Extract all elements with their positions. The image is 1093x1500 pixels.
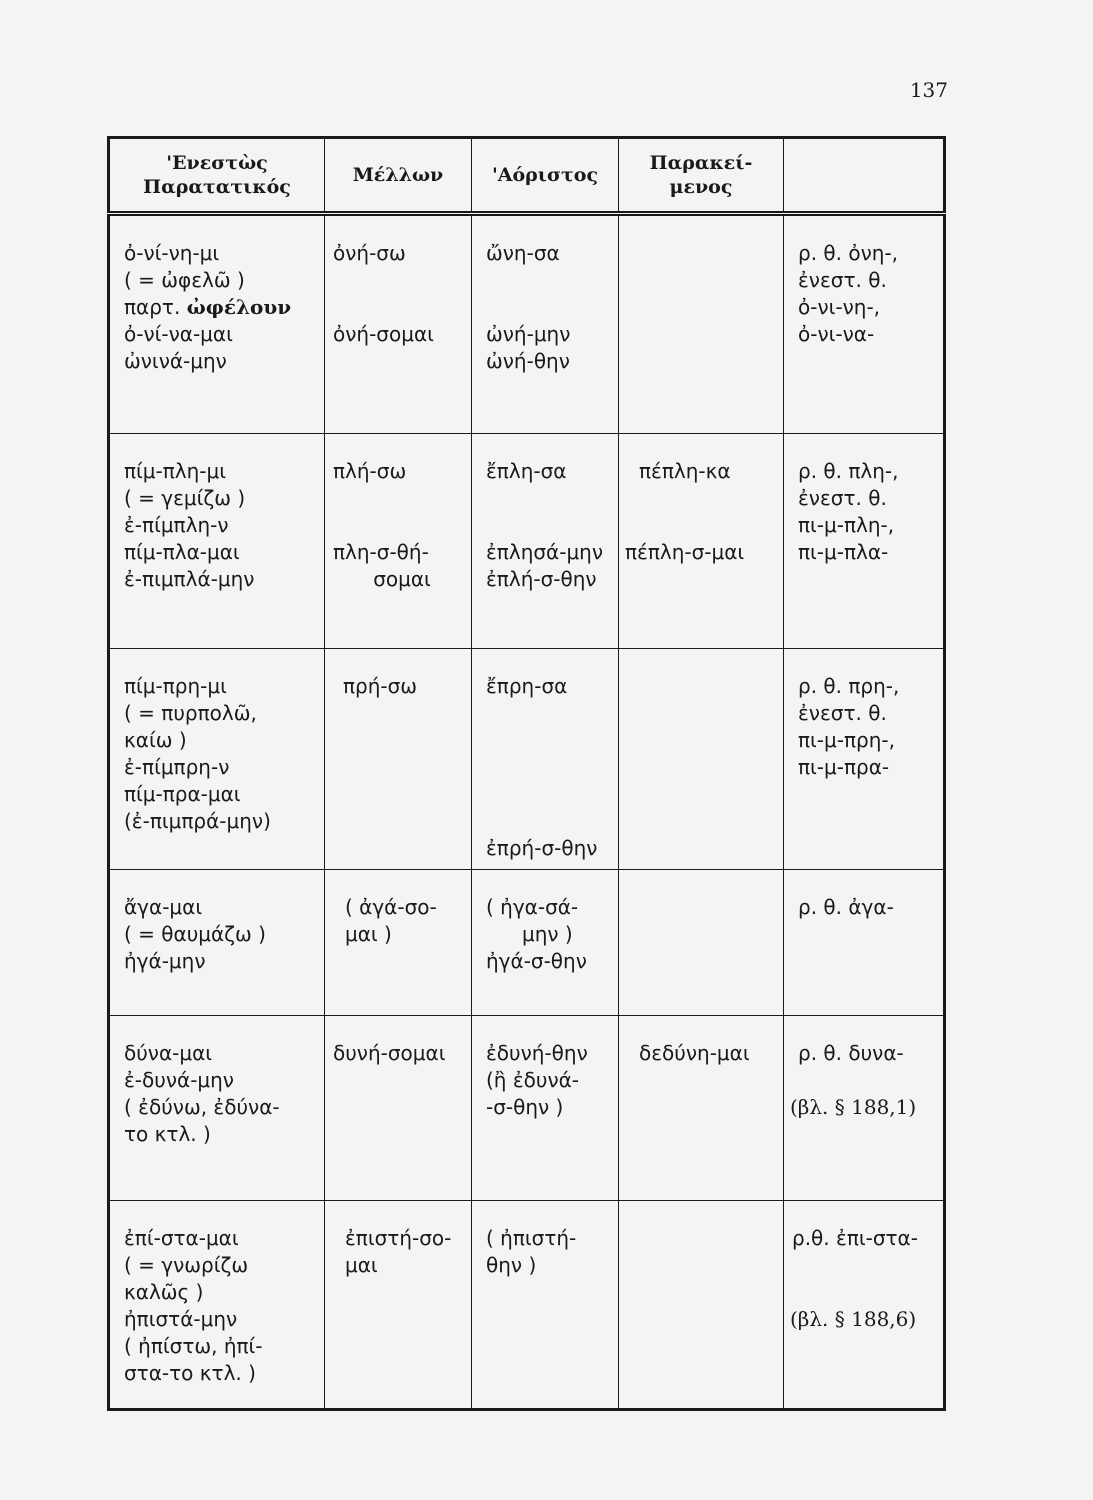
form-line: θην ) bbox=[486, 1253, 537, 1277]
form-line: καίω ) bbox=[124, 728, 187, 752]
form-line: ἐπιστή-σο- bbox=[345, 1226, 452, 1250]
notes-cell bbox=[784, 649, 945, 870]
note-line: ἐνεστ. θ. bbox=[798, 268, 887, 292]
form-line: καλῶς ) bbox=[124, 1280, 204, 1304]
aorist-forms-cell bbox=[472, 214, 619, 434]
note-line: ὀ-νι-να- bbox=[798, 322, 875, 346]
form-line: ἐ-πιμπλά-μην bbox=[124, 567, 255, 591]
aorist-forms-cell bbox=[472, 870, 619, 1016]
header-row bbox=[109, 138, 945, 214]
table-row bbox=[109, 1201, 945, 1410]
header-present-imperfect bbox=[109, 138, 325, 214]
form-line: ὀ-νί-να-μαι bbox=[124, 322, 233, 346]
notes-cell bbox=[784, 214, 945, 434]
future-forms-cell bbox=[325, 214, 472, 434]
header-future bbox=[325, 138, 472, 214]
perfect-forms-cell bbox=[619, 434, 784, 649]
table-row bbox=[109, 1016, 945, 1201]
aorist-forms-cell bbox=[472, 649, 619, 870]
header-future-label: Μέλλων bbox=[352, 164, 444, 186]
form-line: ὀνή-σω bbox=[333, 241, 406, 265]
header-aorist bbox=[472, 138, 619, 214]
form-line: ἐ-πίμπλη-ν bbox=[124, 513, 229, 537]
form-line: ( ἀγά-σο- bbox=[345, 895, 437, 919]
verb-conjugation-table bbox=[107, 136, 946, 1411]
form-line: μαι bbox=[345, 1253, 378, 1277]
section-reference: (βλ. § 188,6) bbox=[790, 1307, 917, 1331]
form-line: ἐπλησά-μην bbox=[486, 540, 604, 564]
table-row bbox=[109, 870, 945, 1016]
form-line: πλή-σω bbox=[333, 459, 407, 483]
present-forms-cell bbox=[109, 434, 325, 649]
table-header bbox=[109, 138, 945, 214]
form-line: ἐ-δυνά-μην bbox=[124, 1068, 234, 1092]
present-forms-cell bbox=[109, 870, 325, 1016]
form-line: ὠνή-θην bbox=[486, 349, 570, 373]
note-line: ρ. θ. δυνα- bbox=[798, 1041, 904, 1065]
form-line: ( = θαυμάζω ) bbox=[124, 922, 266, 946]
form-line: ( = γνωρίζω bbox=[124, 1253, 249, 1277]
form-line: ἠγά-σ-θην bbox=[486, 949, 587, 973]
perfect-forms-cell bbox=[619, 1201, 784, 1410]
future-forms-cell bbox=[325, 1201, 472, 1410]
form-line: ( ἐδύνω, ἐδύνα- bbox=[124, 1095, 280, 1119]
present-forms-cell bbox=[109, 649, 325, 870]
future-forms-cell bbox=[325, 649, 472, 870]
form-line: πρή-σω bbox=[343, 674, 418, 698]
form-line: ἔπλη-σα bbox=[486, 459, 567, 483]
form-line: ἐπί-στα-μαι bbox=[124, 1226, 239, 1250]
form-line: μαι ) bbox=[345, 922, 392, 946]
future-forms-cell bbox=[325, 1016, 472, 1201]
form-line: ἐ-πίμπρη-ν bbox=[124, 755, 230, 779]
form-line: (ἢ ἐδυνά- bbox=[486, 1068, 580, 1092]
present-forms-cell bbox=[109, 1201, 325, 1410]
present-forms-cell bbox=[109, 214, 325, 434]
note-line: ρ.θ. ἐπι-στα- bbox=[792, 1226, 918, 1250]
form-line: στα-το κτλ. ) bbox=[124, 1361, 256, 1385]
form-line: δεδύνη-μαι bbox=[639, 1041, 750, 1065]
notes-cell bbox=[784, 870, 945, 1016]
form-line: ἠπιστά-μην bbox=[124, 1307, 238, 1331]
header-imperfect: Παρατατικός bbox=[143, 176, 291, 198]
note-line: ὀ-νι-νη-, bbox=[798, 295, 881, 319]
note-line: πι-μ-πλα- bbox=[798, 540, 889, 564]
form-line: -σ-θην ) bbox=[486, 1095, 564, 1119]
table-body bbox=[109, 214, 945, 1410]
form-line: το κτλ. ) bbox=[124, 1122, 211, 1146]
form-line: πέπλη-κα bbox=[639, 459, 731, 483]
form-line: ἄγα-μαι bbox=[124, 895, 203, 919]
note-line: πι-μ-πρη-, bbox=[798, 728, 895, 752]
header-perfect-line1: Παρακεί- bbox=[649, 152, 753, 174]
form-line: μην ) bbox=[522, 922, 573, 946]
form-line: ἐπλή-σ-θην bbox=[486, 567, 597, 591]
notes-cell bbox=[784, 1016, 945, 1201]
section-reference: (βλ. § 188,1) bbox=[790, 1095, 917, 1119]
form-line: ὠνή-μην bbox=[486, 322, 571, 346]
aorist-forms-cell bbox=[472, 434, 619, 649]
header-notes bbox=[784, 138, 945, 214]
form-line: ( = ὠφελῶ ) bbox=[124, 268, 245, 292]
note-line: ρ. θ. ἀγα- bbox=[798, 895, 894, 919]
perfect-forms-cell bbox=[619, 214, 784, 434]
form-line bbox=[124, 294, 324, 321]
form-line: ( ἠγα-σά- bbox=[486, 895, 579, 919]
form-line: ὠνινά-μην bbox=[124, 349, 227, 373]
form-line: ὀ-νί-νη-μι bbox=[124, 241, 220, 265]
perfect-forms-cell bbox=[619, 1016, 784, 1201]
header-perfect bbox=[619, 138, 784, 214]
form-line: πίμ-πρη-μι bbox=[124, 674, 227, 698]
bold-form: ὠφέλουν bbox=[186, 295, 292, 319]
form-line: ( = γεμίζω ) bbox=[124, 486, 246, 510]
header-aorist-label: 'Αόριστος bbox=[491, 164, 599, 186]
note-line: ἐνεστ. θ. bbox=[798, 486, 887, 510]
table-row bbox=[109, 649, 945, 870]
form-line: ἐδυνή-θην bbox=[486, 1041, 588, 1065]
perfect-forms-cell bbox=[619, 870, 784, 1016]
future-forms-cell bbox=[325, 434, 472, 649]
notes-cell bbox=[784, 434, 945, 649]
form-line: ( ἠπίστω, ἠπί- bbox=[124, 1334, 263, 1358]
present-forms-cell bbox=[109, 1016, 325, 1201]
note-line: ρ. θ. ὀνη-, bbox=[798, 241, 899, 265]
header-present: 'Ενεστὼς bbox=[166, 152, 268, 174]
note-line: ρ. θ. πρη-, bbox=[798, 674, 900, 698]
note-line: πι-μ-πλη-, bbox=[798, 513, 895, 537]
form-line: ἔπρη-σα bbox=[486, 674, 568, 698]
table-row bbox=[109, 434, 945, 649]
page-number: 137 bbox=[909, 78, 948, 102]
form-line: δυνή-σομαι bbox=[333, 1041, 446, 1065]
aorist-forms-cell bbox=[472, 1016, 619, 1201]
form-line: ἐπρή-σ-θην bbox=[486, 836, 598, 860]
table-row bbox=[109, 214, 945, 434]
abbrev-label: παρτ. bbox=[124, 295, 181, 319]
note-line: ρ. θ. πλη-, bbox=[798, 459, 899, 483]
form-line: σομαι bbox=[373, 567, 431, 591]
notes-cell bbox=[784, 1201, 945, 1410]
form-line: ἠγά-μην bbox=[124, 949, 206, 973]
header-perfect-line2: μενος bbox=[669, 176, 733, 198]
form-line: δύνα-μαι bbox=[124, 1041, 213, 1065]
form-line: ὤνη-σα bbox=[486, 241, 560, 265]
aorist-forms-cell bbox=[472, 1201, 619, 1410]
form-line: ( = πυρπολῶ, bbox=[124, 701, 257, 725]
form-line: πέπλη-σ-μαι bbox=[625, 540, 745, 564]
form-line: πίμ-πλη-μι bbox=[124, 459, 227, 483]
future-forms-cell bbox=[325, 870, 472, 1016]
perfect-forms-cell bbox=[619, 649, 784, 870]
form-line: πίμ-πλα-μαι bbox=[124, 540, 240, 564]
form-line: ( ἠπιστή- bbox=[486, 1226, 577, 1250]
form-line: πίμ-πρα-μαι bbox=[124, 782, 241, 806]
note-line: ἐνεστ. θ. bbox=[798, 701, 887, 725]
note-line: πι-μ-πρα- bbox=[798, 755, 890, 779]
form-line: (ἐ-πιμπρά-μην) bbox=[124, 809, 271, 833]
form-line: ὀνή-σομαι bbox=[333, 322, 434, 346]
form-line: πλη-σ-θή- bbox=[333, 540, 429, 564]
